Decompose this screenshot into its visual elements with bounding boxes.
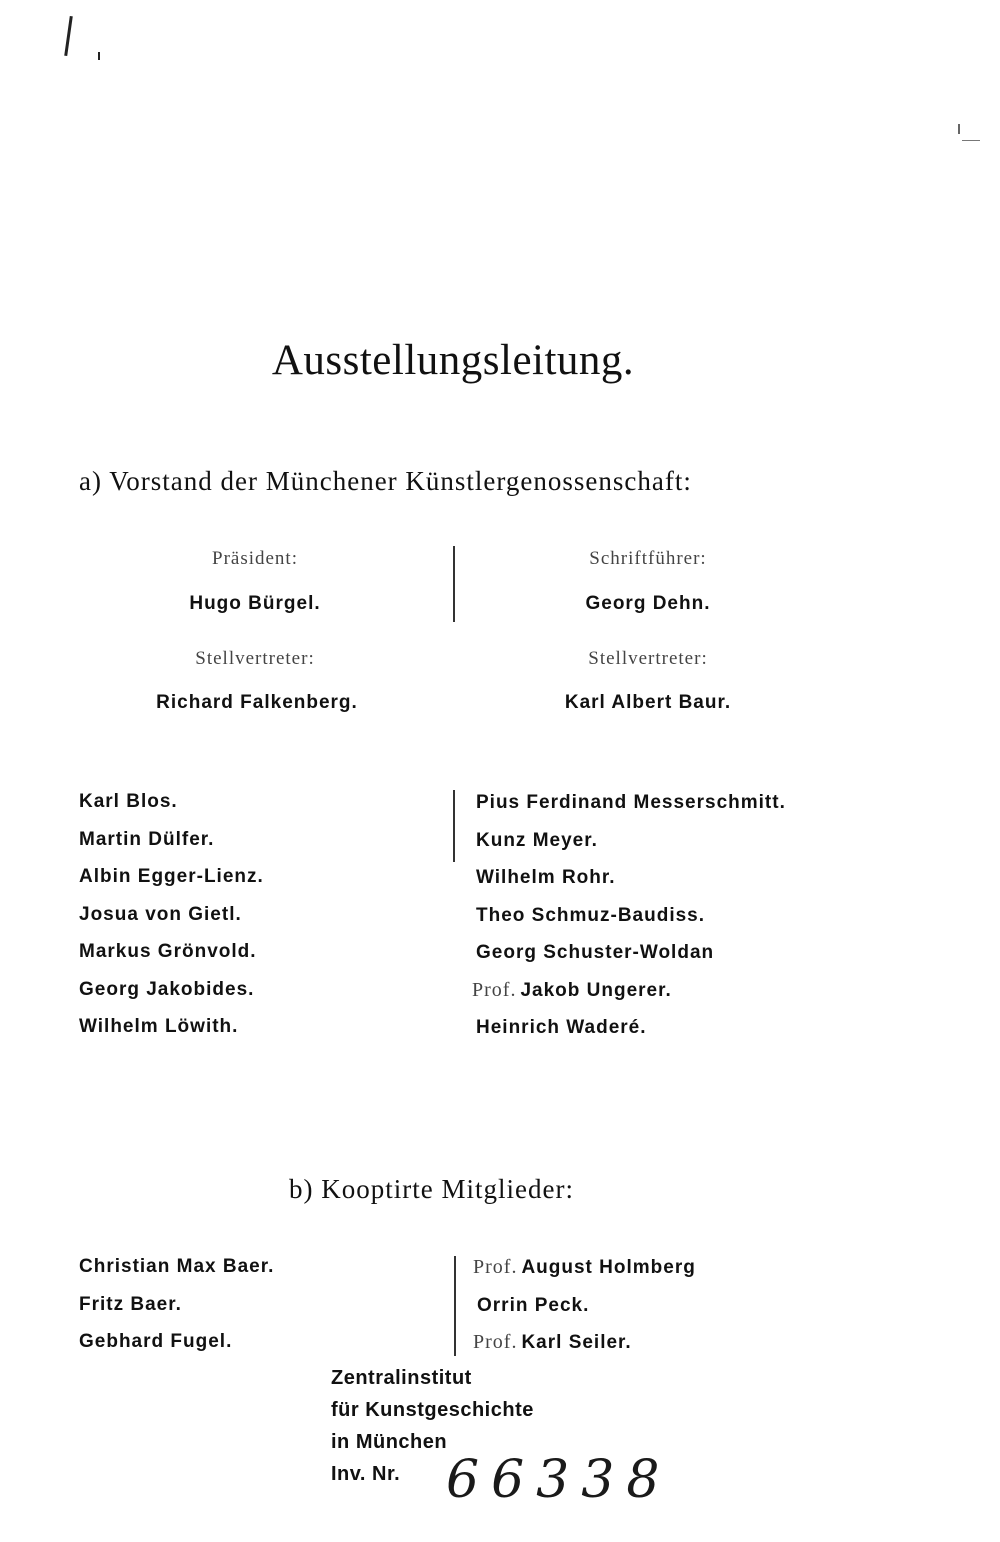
stamp-line: Zentralinstitut (331, 1367, 472, 1389)
list-item: Fritz Baer. (79, 1293, 182, 1315)
member-name: Pius Ferdinand Messerschmitt. (476, 792, 786, 813)
list-item (473, 1328, 696, 1366)
member-name: Kunz Meyer. (476, 829, 598, 851)
member-name: Jakob Ungerer. (520, 979, 672, 1001)
list-item (472, 976, 786, 1014)
list-item: Gebhard Fugel. (79, 1331, 233, 1352)
list-item (472, 826, 786, 864)
column-divider (454, 1256, 456, 1356)
board-members-right (472, 788, 786, 1051)
list-item: Josua von Gietl. (79, 903, 242, 925)
section-b-heading: b) Kooptirte Mitglieder: (289, 1174, 574, 1204)
member-name: Heinrich Waderé. (476, 1017, 647, 1038)
list-item: Wilhelm Löwith. (79, 1016, 239, 1037)
president-deputy-label: Stellvertreter: (195, 648, 315, 669)
stamp-line: für Kunstgeschichte (331, 1399, 534, 1421)
list-item: Christian Max Baer. (79, 1256, 275, 1277)
list-item (472, 938, 786, 976)
list-item (473, 1253, 696, 1291)
president-label: Präsident: (212, 548, 298, 569)
column-divider (453, 546, 455, 622)
coopted-members-left (79, 1253, 274, 1366)
title-prefix: Prof. (473, 1331, 518, 1353)
member-name: Karl Seiler. (521, 1332, 632, 1353)
list-item: Albin Egger-Lienz. (79, 866, 264, 887)
column-divider (453, 790, 455, 862)
secretary-name: Georg Dehn. (585, 593, 711, 614)
secretary-label: Schriftführer: (589, 548, 707, 569)
section-a-heading: a) Vorstand der Münchener Künstlergenossenschaft: (79, 466, 692, 496)
list-item: Georg Jakobides. (79, 978, 255, 1000)
member-name: August Holmberg (521, 1257, 696, 1278)
page-title: Ausstellungsleitung. (271, 337, 635, 384)
secretary-deputy-name: Karl Albert Baur. (564, 692, 732, 713)
stamp-line: in München (331, 1431, 448, 1453)
member-name: Georg Schuster-Woldan (476, 942, 715, 963)
title-prefix: Prof. (472, 978, 517, 1001)
list-item (472, 863, 786, 901)
member-name: Theo Schmuz-Baudiss. (476, 904, 706, 926)
board-members-left (79, 788, 264, 1051)
list-item (472, 901, 786, 939)
list-item: Martin Dülfer. (79, 828, 215, 850)
secretary-deputy-label: Stellvertreter: (588, 648, 708, 669)
list-item (472, 788, 786, 826)
member-name: Orrin Peck. (477, 1294, 590, 1316)
title-prefix: Prof. (473, 1256, 518, 1278)
coopted-members-right (473, 1253, 696, 1366)
president-deputy-name: Richard Falkenberg. (156, 692, 358, 713)
list-item (472, 1013, 786, 1051)
list-item: Karl Blos. (79, 791, 178, 812)
inventory-number: 66338 (446, 1450, 672, 1510)
president-name: Hugo Bürgel. (189, 593, 321, 614)
list-item (473, 1291, 696, 1329)
member-name: Wilhelm Rohr. (476, 867, 616, 888)
list-item: Markus Grönvold. (79, 941, 257, 962)
stamp-inv-label: Inv. Nr. (331, 1463, 401, 1485)
